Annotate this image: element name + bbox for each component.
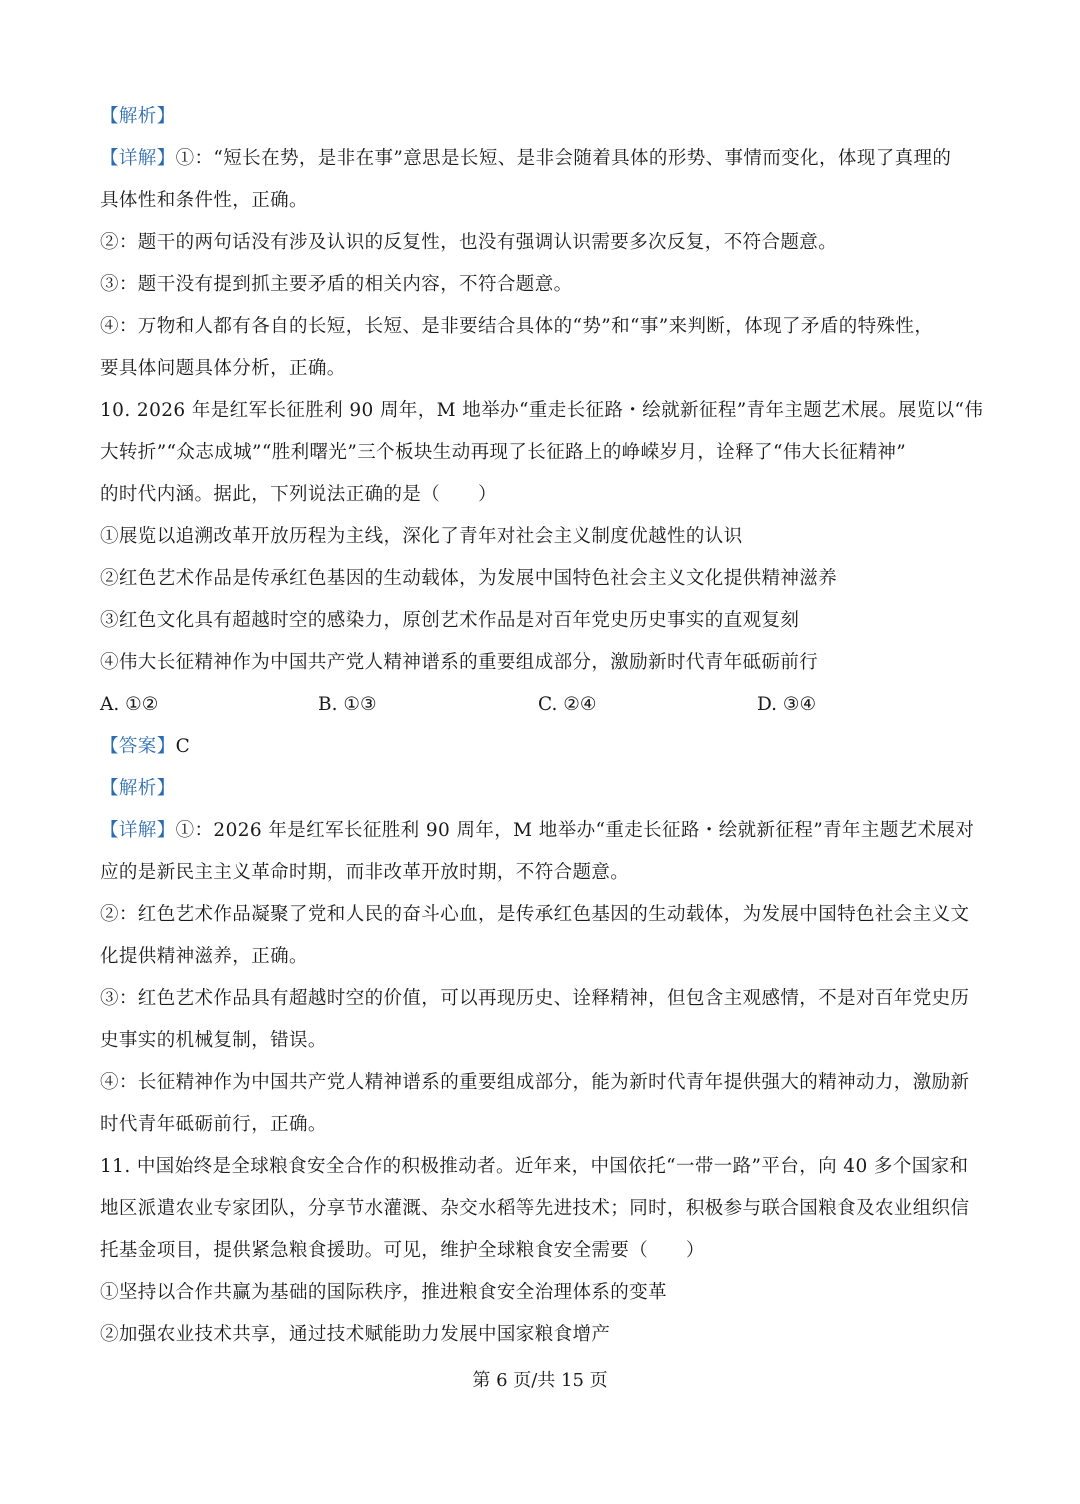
option-a: A. ①②: [100, 694, 159, 715]
question-stem: 11. 中国始终是全球粮食安全合作的积极推动者。近年来，中国依托“一带一路”平台，向 40 多个国家和: [100, 1156, 969, 1177]
option-b: B. ①③: [318, 694, 377, 715]
statement-item: ①坚持以合作共赢为基础的国际秩序，推进粮食安全治理体系的变革: [100, 1282, 668, 1303]
detail-text: ④：长征精神作为中国共产党人精神谱系的重要组成部分，能为新时代青年提供强大的精神动力，激励新: [100, 1072, 970, 1093]
question-stem: 托基金项目，提供紧急粮食援助。可见，维护全球粮食安全需要（ ）: [100, 1240, 705, 1261]
detail-text: 史事实的机械复制，错误。: [100, 1030, 327, 1051]
detail-tag: 【详解】: [100, 148, 176, 169]
detail-text: 时代青年砥砺前行，正确。: [100, 1114, 327, 1135]
detail-text: 要具体问题具体分析，正确。: [100, 358, 346, 379]
question-stem: 10. 2026 年是红军长征胜利 90 周年，M 地举办“重走长征路・绘就新征程”青年主题艺术展。展览以“伟: [100, 400, 984, 421]
page-number: 第 6 页/共 15 页: [472, 1370, 608, 1391]
detail-text: 具体性和条件性，正确。: [100, 190, 308, 211]
detail-text: ③：红色艺术作品具有超越时空的价值，可以再现历史、诠释精神，但包含主观感情，不是对百年党史历: [100, 988, 970, 1009]
detail-paragraph: [100, 146, 990, 172]
statement-item: ②加强农业技术共享，通过技术赋能助力发展中国家粮食增产: [100, 1324, 611, 1345]
statement-item: ④伟大长征精神作为中国共产党人精神谱系的重要组成部分，激励新时代青年砥砺前行: [100, 652, 819, 673]
answer-line: [100, 734, 990, 760]
option-d: D. ③④: [757, 694, 817, 715]
detail-text: ①：2026 年是红军长征胜利 90 周年，M 地举办“重走长征路・绘就新征程”青年主题艺术展对: [175, 820, 975, 841]
detail-tag: 【详解】: [100, 820, 176, 841]
question-stem: 大转折”“众志成城”“胜利曙光”三个板块生动再现了长征路上的峥嵘岁月，诠释了“伟大长征精神”: [100, 442, 907, 463]
analysis-tag: 【解析】: [100, 778, 176, 799]
detail-text: ①：“短长在势，是非在事”意思是长短、是非会随着具体的形势、事情而变化，体现了真理的: [175, 148, 952, 169]
option-c: C. ②④: [538, 694, 597, 715]
statement-item: ①展览以追溯改革开放历程为主线，深化了青年对社会主义制度优越性的认识: [100, 526, 743, 547]
question-stem: 的时代内涵。据此，下列说法正确的是（ ）: [100, 484, 497, 505]
detail-text: ②：红色艺术作品凝聚了党和人民的奋斗心血，是传承红色基因的生动载体，为发展中国特色社会主义文: [100, 904, 970, 925]
detail-text: ④：万物和人都有各自的长短，长短、是非要结合具体的“势”和“事”来判断，体现了矛盾的特殊性，: [100, 316, 934, 337]
statement-item: ③红色文化具有超越时空的感染力，原创艺术作品是对百年党史历史事实的直观复刻: [100, 610, 800, 631]
question-stem: 地区派遣农业专家团队，分享节水灌溉、杂交水稻等先进技术；同时，积极参与联合国粮食及农业组织信: [100, 1198, 970, 1219]
detail-text: ②：题干的两句话没有涉及认识的反复性，也没有强调认识需要多次反复，不符合题意。: [100, 232, 838, 253]
analysis-tag: 【解析】: [100, 106, 176, 127]
detail-text: 应的是新民主主义革命时期，而非改革开放时期，不符合题意。: [100, 862, 630, 883]
detail-text: 化提供精神滋养，正确。: [100, 946, 308, 967]
statement-item: ②红色艺术作品是传承红色基因的生动载体，为发展中国特色社会主义文化提供精神滋养: [100, 568, 838, 589]
answer-value: C: [175, 736, 191, 757]
detail-paragraph: [100, 818, 990, 844]
detail-text: ③：题干没有提到抓主要矛盾的相关内容，不符合题意。: [100, 274, 573, 295]
answer-tag: 【答案】: [100, 736, 176, 757]
